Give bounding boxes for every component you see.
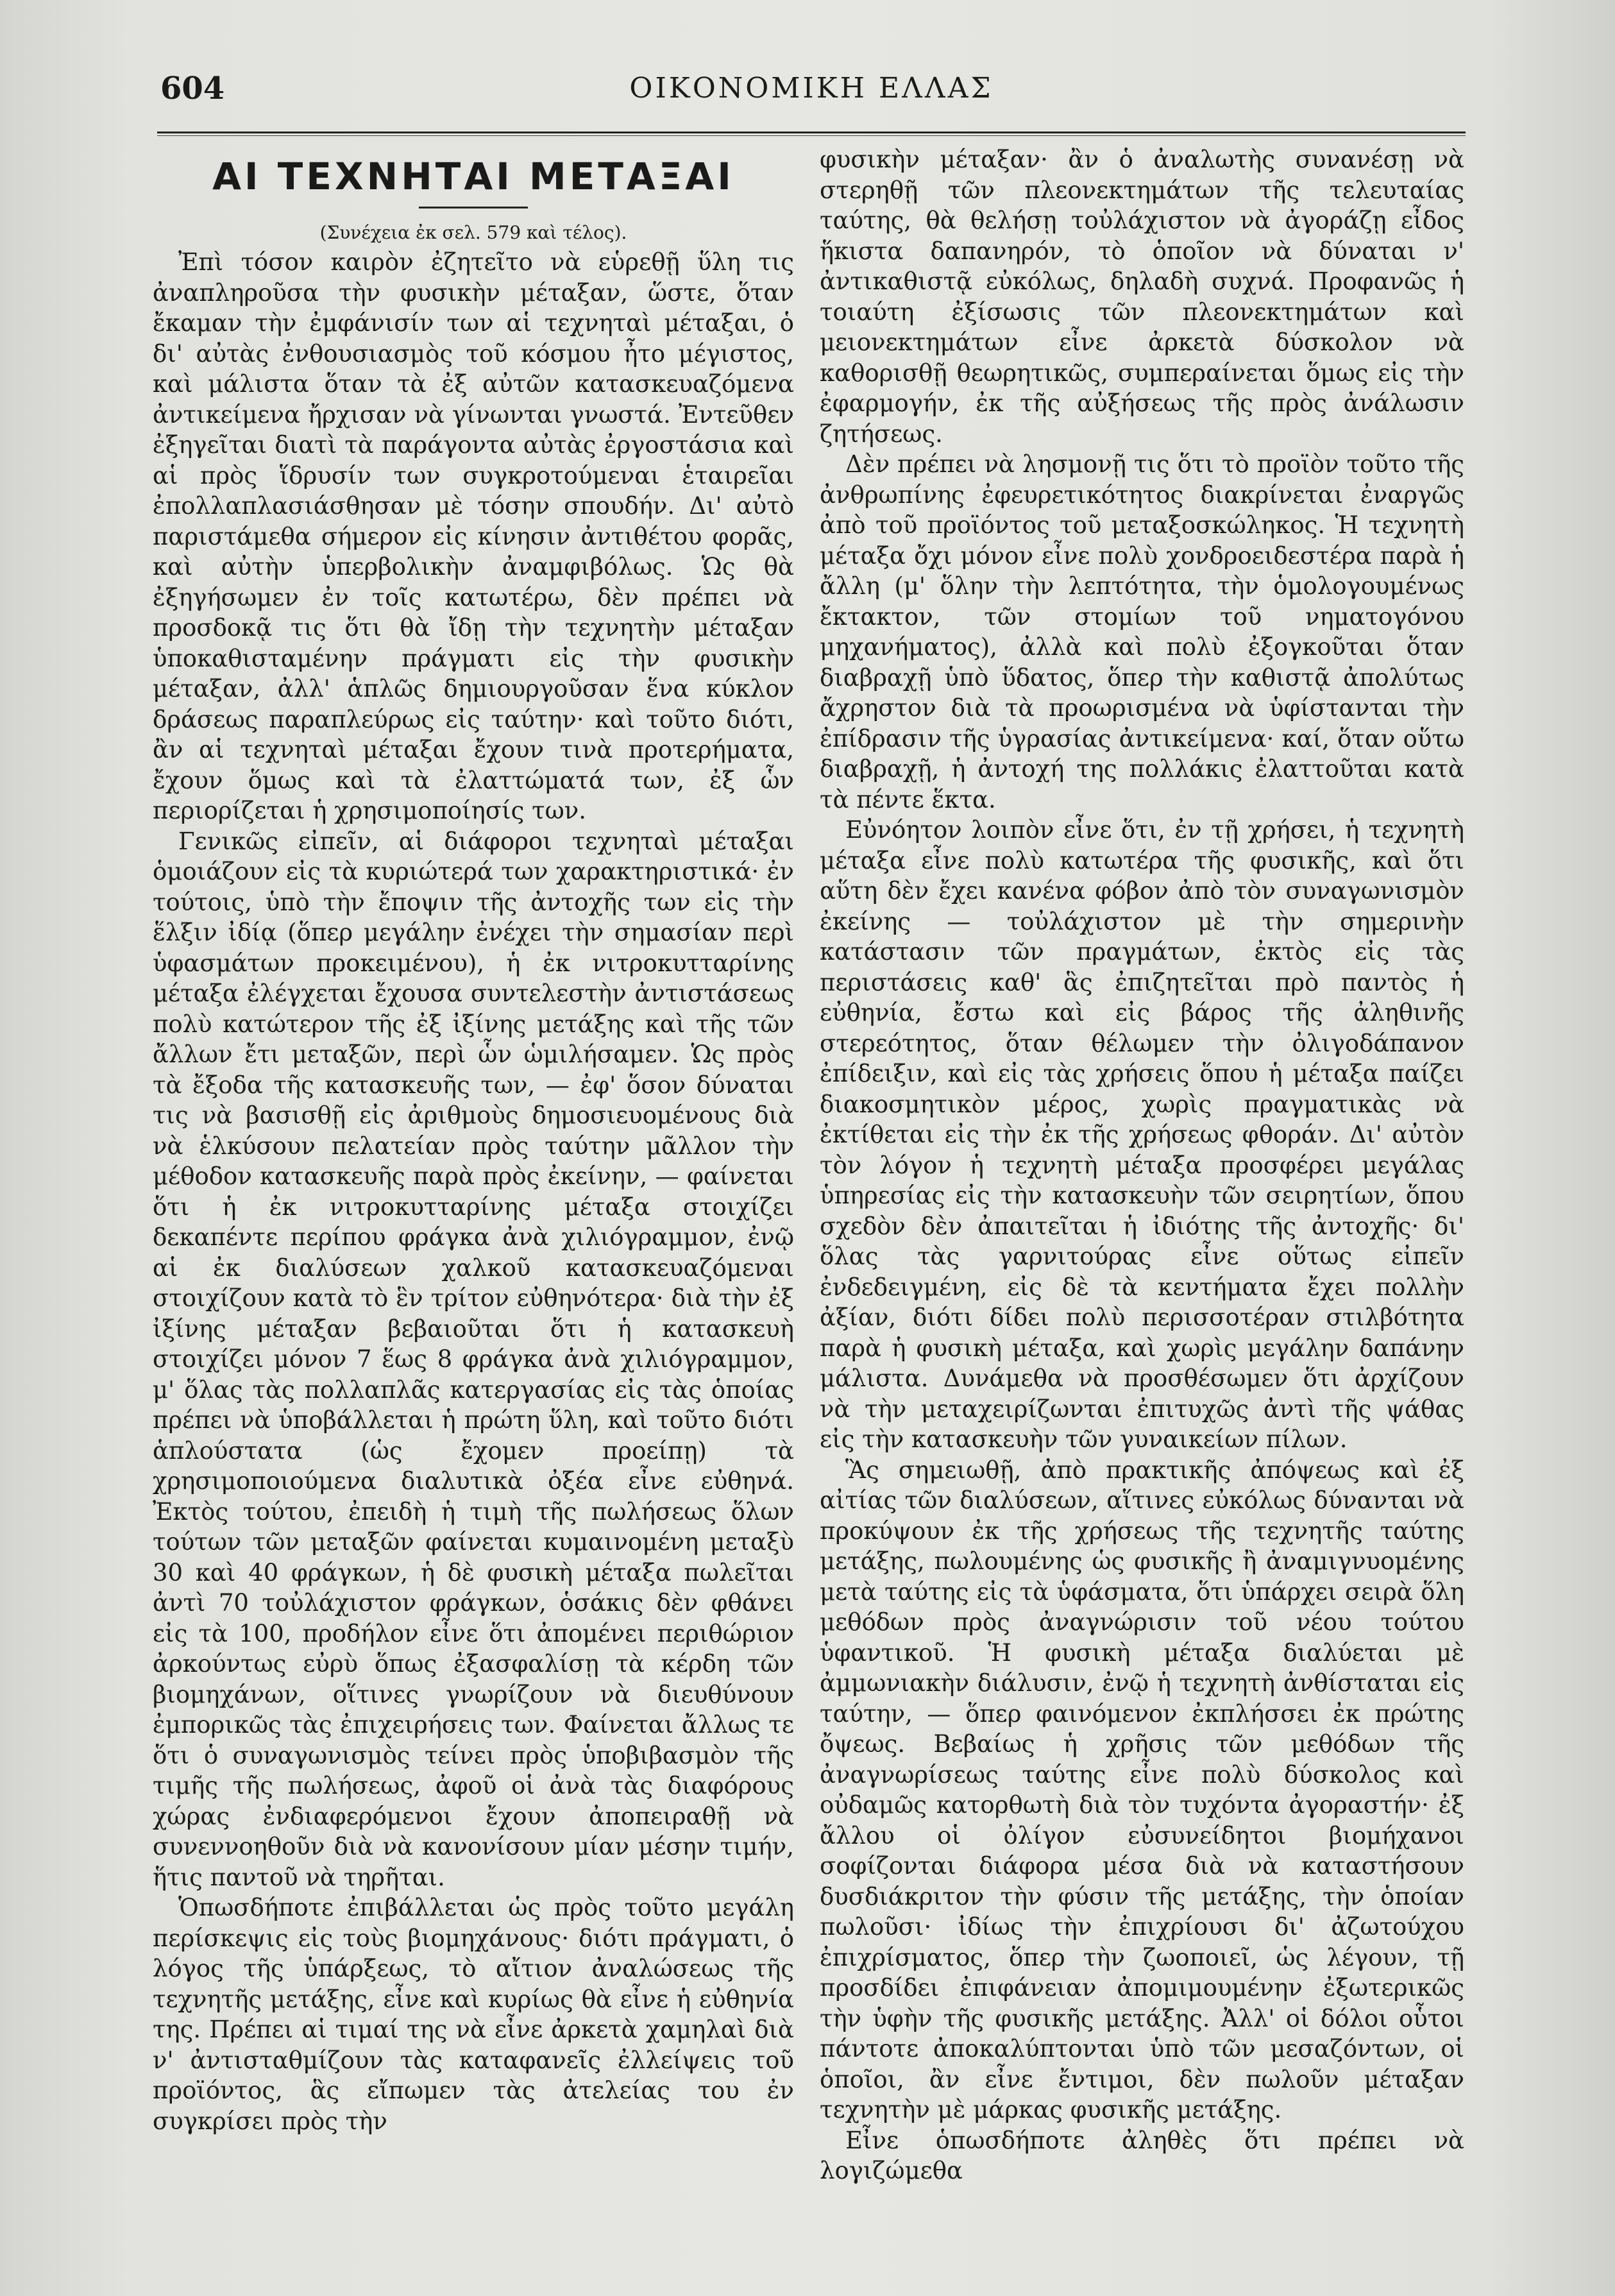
continued-note: (Συνέχεια ἐκ σελ. 579 καὶ τέλος).: [319, 222, 627, 243]
paragraph: Ἐπὶ τόσον καιρὸν ἐζητεῖτο νὰ εὑρεθῇ ὕλη τις ἀναπληροῦσα τὴν φυσικὴν μέταξαν, ὥστε, ὅταν ἔκαμαν τὴν ἐμφάνισίν των αἱ τεχνηταὶ μέταξαι, ὁ δι' αὐτὰς ἐνθουσιασμὸς τοῦ κόσμου ἦτο μέγιστος, καὶ μάλιστα ὅταν τὰ ἐξ αὐτῶν κατασκευαζόμενα ἀντικείμενα ἤρχισαν νὰ γίνωνται γνωστά. Ἐντεῦθεν ἐξηγεῖται διατὶ τὰ παράγοντα αὐτὰς ἐργοστάσια καὶ αἱ πρὸς ἵδρυσίν των συγκροτούμεναι ἑταιρεῖαι ἐπολλαπλασιάσθησαν μὲ τόσην σπουδήν. Δι' αὐτὸ παριστάμεθα σήμερον εἰς κίνησιν ἀντιθέτου φορᾶς, καὶ αὐτὴν ὑπερβολικὴν ἀναμφιβόλως. Ὡς θὰ ἐξηγήσωμεν ἐν τοῖς κατωτέρω, δὲν πρέπει νὰ προσδοκᾷ τις ὅτι θὰ ἴδῃ τὴν τεχνητὴν μέταξαν ὑποκαθισταμένην πράγματι εἰς τὴν φυσικὴν μέταξαν, ἀλλ' ἁπλῶς δημιουργοῦσαν ἕνα κύκλον δράσεως παραπλεύρως εἰς ταύτην· καὶ τοῦτο διότι, ἂν αἱ τεχνηταὶ μέταξαι ἔχουν τινὰ προτερήματα, ἔχουν ὅμως καὶ τὰ ἐλαττώματά των, ἐξ ὧν περιορίζεται ἡ χρησιμοποίησίς των.: [153, 248, 794, 824]
paragraph: Ὁπωσδήποτε ἐπιβάλλεται ὡς πρὸς τοῦτο μεγάλη περίσκεψις εἰς τοὺς βιομηχάνους· διότι πράγματι, ὁ λόγος τῆς ὑπάρξεως, τὸ αἴτιον ἀναλώσεως τῆς τεχνητῆς μετάξης, εἶνε καὶ κυρίως θὰ εἶνε ἡ εὐθηνία της. Πρέπει αἱ τιμαί της νὰ εἶνε ἀρκετὰ χαμηλαὶ διὰ ν' ἀντισταθμίζουν τὰς καταφανεῖς ἐλλείψεις τοῦ προϊόντος, ἃς εἴπωμεν τὰς ἀτελείας του ἐν συγκρίσει πρὸς τὴν: [153, 1894, 794, 2135]
paragraph: Εὐνόητον λοιπὸν εἶνε ὅτι, ἐν τῇ χρήσει, ἡ τεχνητὴ μέταξα εἶνε πολὺ κατωτέρα τῆς φυσικῆς, καὶ ὅτι αὕτη δὲν ἔχει κανένα φόβον ἀπὸ τὸν συναγωνισμὸν ἐκείνης — τοὐλάχιστον μὲ τὴν σημερινὴν κατάστασιν τῶν πραγμάτων, ἐκτὸς εἰς τὰς περιστάσεις καθ' ἃς ἐπιζητεῖται πρὸ παντὸς ἡ εὐθηνία, ἔστω καὶ εἰς βάρος τῆς ἀληθινῆς στερεότητος, ὅταν θέλωμεν τὴν ὀλιγοδάπανον ἐπίδειξιν, καὶ εἰς τὰς χρήσεις ὅπου ἡ μέταξα παίζει διακοσμητικὸν μέρος, χωρὶς πραγματικὰς νὰ ἐκτίθεται εἰς τὴν ἐκ τῆς χρήσεως φθοράν. Δι' αὐτὸν τὸν λόγον ἡ τεχνητὴ μέταξα προσφέρει μεγάλας ὑπηρεσίας εἰς τὴν κατασκευὴν τῶν σειρητίων, ὅπου σχεδὸν δὲν ἀπαιτεῖται ἡ ἰδιότης τῆς ἀντοχῆς· δι' ὅλας τὰς γαρνιτούρας εἶνε οὕτως εἰπεῖν ἐνδεδειγμένη, εἰς δὲ τὰ κεντήματα ἔχει πολλὴν ἀξίαν, διότι δίδει πολὺ περισσοτέραν στιλβότητα παρὰ ἡ φυσικὴ μέταξα, καὶ χωρὶς μεγάλην δαπάνην μάλιστα. Δυνάμεθα νὰ προσθέσωμεν ὅτι ἀρχίζουν νὰ τὴν μεταχειρίζωνται ἐπιτυχῶς ἀντὶ τῆς ψάθας εἰς τὴν κατασκευὴν τῶν γυναικείων πίλων.: [820, 816, 1464, 1453]
paragraph: Δὲν πρέπει νὰ λησμονῇ τις ὅτι τὸ προϊὸν τοῦτο τῆς ἀνθρωπίνης ἐφευρετικότητος διακρίνεται ἐναργῶς ἀπὸ τοῦ προϊόντος τοῦ μεταξοσκώληκος. Ἡ τεχνητὴ μέταξα ὄχι μόνον εἶνε πολὺ χονδροειδεστέρα παρὰ ἡ ἄλλη (μ' ὅλην τὴν λεπτότητα, τὴν ὁμολογουμένως ἔκτακτον, τῶν στομίων τοῦ νηματογόνου μηχανήματος), ἀλλὰ καὶ πολὺ ἐξογκοῦται ὅταν διαβραχῇ ὑπὸ ὕδατος, ὅπερ τὴν καθιστᾷ ἀπολύτως ἄχρηστον διὰ τὰ προωρισμένα νὰ ὑφίστανται τὴν ἐπίδρασιν τῆς ὑγρασίας ἀντικείμενα· καί, ὅταν οὕτω διαβραχῇ, ἡ ἀντοχή της πολλάκις ἐλαττοῦται κατὰ τὰ πέντε ἕκτα.: [820, 450, 1464, 813]
header-rule: [157, 132, 1466, 136]
page-header: [160, 71, 1462, 115]
left-column: [153, 144, 794, 2136]
article-title: ΑΙ ΤΕΧΝΗΤΑΙ ΜΕΤΑΞΑΙ: [212, 155, 734, 198]
paragraph: Ἃς σημειωθῇ, ἀπὸ πρακτικῆς ἀπόψεως καὶ ἐξ αἰτίας τῶν διαλύσεων, αἵτινες εὐκόλως δύνανται νὰ προκύψουν ἐκ τῆς χρήσεως τῆς τεχνητῆς ταύτης μετάξης, πωλουμένης ὡς φυσικῆς ἢ ἀναμιγνυομένης μετὰ ταύτης εἰς τὰ ὑφάσματα, ὅτι ὑπάρχει σειρὰ ὅλη μεθόδων πρὸς ἀναγνώρισιν τοῦ νέου τούτου ὑφαντικοῦ. Ἡ φυσικὴ μέταξα διαλύεται μὲ ἀμμωνιακὴν διάλυσιν, ἐνῷ ἡ τεχνητὴ ἀνθίσταται εἰς ταύτην, — ὅπερ φαινόμενον ἐκπλήσσει ἐκ πρώτης ὄψεως. Βεβαίως ἡ χρῆσις τῶν μεθόδων τῆς ἀναγνωρίσεως ταύτης εἶνε πολὺ δύσκολος καὶ οὐδαμῶς κατορθωτὴ διὰ τὸν τυχόντα ἀγοραστήν· ἐξ ἄλλου οἱ ὀλίγον εὐσυνείδητοι βιομήχανοι σοφίζονται διάφορα μέσα διὰ νὰ καταστήσουν δυσδιάκριτον τὴν φύσιν τῆς μετάξης, τὴν ὁποίαν πωλοῦσι· ἰδίως τὴν ἐπιχρίουσι δι' ἀζωτούχου ἐπιχρίσματος, ὅπερ τὴν ζωοποιεῖ, ὡς λέγουν, τῇ προσδίδει ἐπιφάνειαν ἀπομιμουμένην ἐξωτερικῶς τὴν ὑφὴν τῆς φυσικῆς μετάξης. Ἀλλ' οἱ δόλοι οὗτοι πάντοτε ἀποκαλύπτονται ὑπὸ τῶν μεσαζόντων, οἱ ὁποῖοι, ἂν εἶνε ἔντιμοι, δὲν πωλοῦν μέταξαν τεχνητὴν μὲ μάρκας φυσικῆς μετάξης.: [820, 1456, 1464, 2123]
title-rule: [419, 207, 528, 208]
paragraph-continuation: φυσικὴν μέταξαν· ἂν ὁ ἀναλωτὴς συνανέσῃ νὰ στερηθῇ τῶν πλεονεκτημάτων τῆς τελευταίας ταύτης, θὰ θελήσῃ τοὐλάχιστον νὰ ἀγοράζῃ εἶδος ἥκιστα δαπανηρόν, τὸ ὁποῖον νὰ δύναται ν' ἀντικαθιστᾷ εὐκόλως, δηλαδὴ συχνά. Προφανῶς ἡ τοιαύτη ἐξίσωσις τῶν πλεονεκτημάτων καὶ μειονεκτημάτων εἶνε ἀρκετὰ δύσκολον νὰ καθορισθῇ θεωρητικῶς, συμπεραίνεται ὅμως εἰς τὴν ἐφαρμογήν, ἐκ τῆς αὐξήσεως τῆς πρὸς ἀνάλωσιν ζητήσεως.: [820, 146, 1464, 448]
right-column: [820, 144, 1464, 2186]
paragraph: Γενικῶς εἰπεῖν, αἱ διάφοροι τεχνηταὶ μέταξαι ὁμοιάζουν εἰς τὰ κυριώτερά των χαρακτηριστικά· ἐν τούτοις, ὑπὸ τὴν ἔποψιν τῆς ἀντοχῆς των εἰς τὴν ἕλξιν ἰδίᾳ (ὅπερ μεγάλην ἐνέχει τὴν σημασίαν περὶ ὑφασμάτων προκειμένου), ἡ ἐκ νιτροκυτταρίνης μέταξα ἐλέγχεται ἔχουσα συντελεστὴν ἀντιστάσεως πολὺ κατώτερον τῆς ἐξ ἰξίνης μετάξης καὶ τῆς τῶν ἄλλων ἔτι μεταξῶν, περὶ ὧν ὡμιλήσαμεν. Ὡς πρὸς τὰ ἔξοδα τῆς κατασκευῆς των, — ἐφ' ὅσον δύναται τις νὰ βασισθῇ εἰς ἀριθμοὺς δημοσιευομένους διὰ νὰ ἑλκύσουν πελατείαν πρὸς ταύτην μᾶλλον τὴν μέθοδον κατασκευῆς παρὰ πρὸς ἐκείνην, — φαίνεται ὅτι ἡ ἐκ νιτροκυτταρίνης μέταξα στοιχίζει δεκαπέντε περίπου φράγκα ἀνὰ χιλιόγραμμον, ἐνῷ αἱ ἐκ διαλύσεων χαλκοῦ κατασκευαζόμεναι στοιχίζουν κατὰ τὸ ἓν τρίτον εὐθηνότερα· διὰ τὴν ἐξ ἰξίνης μέταξαν βεβαιοῦται ὅτι ἡ κατασκευὴ στοιχίζει μόνον 7 ἕως 8 φράγκα ἀνὰ χιλιόγραμμον, μ' ὅλας τὰς πολλαπλᾶς κατεργασίας εἰς τὰς ὁποίας πρέπει νὰ ὑποβάλλεται ἡ πρώτη ὕλη, καὶ τοῦτο διότι ἁπλούστατα (ὡς ἔχομεν προείπῃ) τὰ χρησιμοποιούμενα διαλυτικὰ ὀξέα εἶνε εὐθηνά. Ἐκτὸς τούτου, ἐπειδὴ ἡ τιμὴ τῆς πωλήσεως ὅλων τούτων τῶν μεταξῶν φαίνεται κυμαινομένη μεταξὺ 30 καὶ 40 φράγκων, ἡ δὲ φυσικὴ μέταξα πωλεῖται ἀντὶ 70 τοὐλάχιστον φράγκων, ὁσάκις δὲν φθάνει εἰς τὰ 100, προδήλον εἶνε ὅτι ἀπομένει περιθώριον ἀρκούντως εὐρὺ ὅπως ἐξασφαλίσῃ τὰ κέρδη τῶν βιομηχάνων, οἵτινες γνωρίζουν νὰ διευθύνουν ἐμπορικῶς τὰς ἐπιχειρήσεις των. Φαίνεται ἄλλως τε ὅτι ὁ συναγωνισμὸς τείνει πρὸς ὑποβιβασμὸν τῆς τιμῆς τῆς πωλήσεως, ἀφοῦ οἱ ἀνὰ τὰς διαφόρους χώρας ἐνδιαφερόμενοι ἔχουν ἀποπειραθῇ νὰ συνεννοηθοῦν διὰ νὰ κανονίσουν μίαν μέσην τιμήν, ἥτις παντοῦ νὰ τηρῆται.: [153, 827, 794, 1891]
page-number: 604: [160, 71, 225, 106]
running-title: ΟΙΚΟΝΟΜΙΚΗ ΕΛΛΑΣ: [629, 72, 994, 105]
paragraph: Εἶνε ὁπωσδήποτε ἀληθὲς ὅτι πρέπει νὰ λογιζώμεθα: [820, 2126, 1464, 2184]
